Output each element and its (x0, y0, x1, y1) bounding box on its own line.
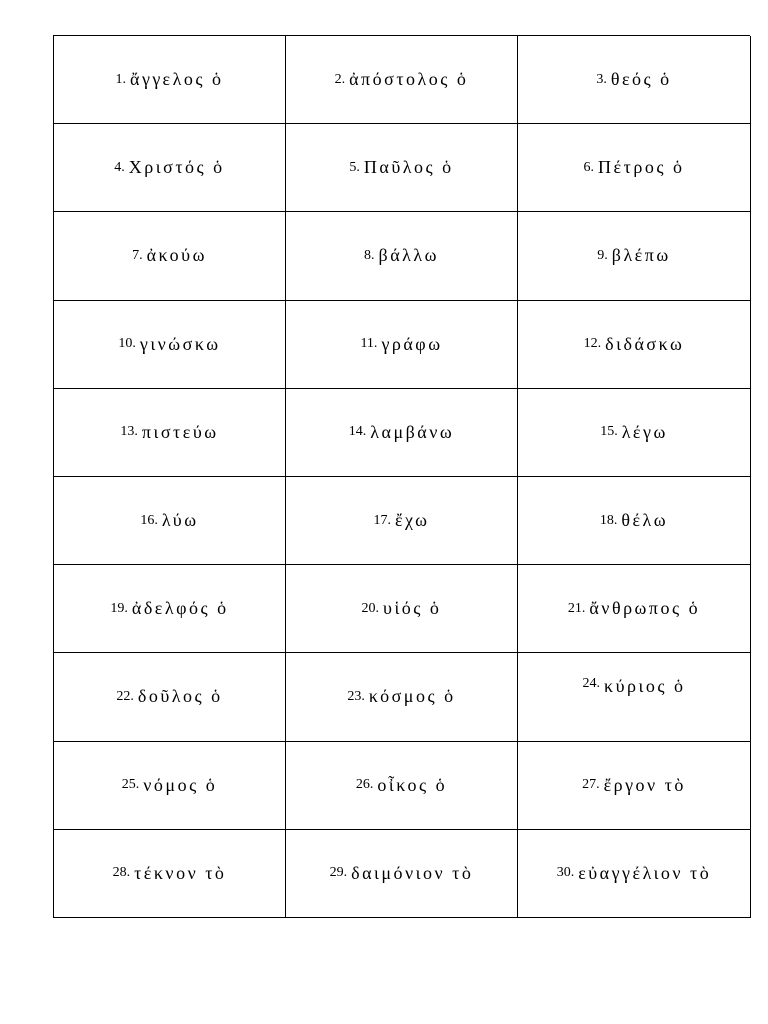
card-word: δαιμόνιον τὸ (351, 862, 474, 883)
card-word: νόμος ὁ (143, 774, 218, 795)
card-word: κύριος ὁ (604, 676, 686, 697)
card-number: 19. (110, 600, 128, 616)
card-word: Παῦλος ὁ (363, 157, 454, 178)
card-number: 14. (348, 424, 367, 440)
card-number: 17. (373, 512, 391, 528)
card-number: 6. (583, 159, 595, 175)
vocab-card (286, 124, 518, 212)
card-number: 16. (140, 512, 158, 528)
vocab-card (286, 653, 518, 741)
card-number: 1. (115, 71, 127, 87)
card-word: γράφω (381, 333, 443, 354)
vocab-card (518, 742, 751, 830)
card-word: διδάσκω (605, 333, 685, 354)
card-word: υἱός ὁ (383, 598, 442, 619)
card-word: ἔχω (395, 510, 430, 531)
card-number: 11. (360, 336, 378, 352)
card-number: 18. (599, 512, 618, 528)
card-word: λαμβάνω (370, 421, 455, 442)
card-number: 4. (114, 159, 125, 175)
vocab-card (54, 565, 286, 653)
vocab-card (286, 477, 518, 565)
card-number: 21. (567, 600, 586, 616)
vocab-card (54, 389, 286, 477)
card-word: Πέτρος ὁ (598, 157, 685, 178)
card-number: 25. (121, 777, 140, 793)
vocab-card (286, 742, 518, 830)
vocab-card (518, 301, 751, 389)
card-number: 13. (120, 424, 138, 440)
vocab-card (286, 389, 518, 477)
card-word: τέκνον τὸ (134, 862, 227, 883)
vocab-card (286, 301, 518, 389)
vocab-card (518, 477, 751, 565)
card-word: ἀκούω (146, 245, 207, 266)
card-word: κόσμος ὁ (368, 686, 456, 707)
card-number: 27. (582, 777, 600, 793)
card-word: βάλλω (378, 245, 439, 266)
card-word: πιστεύω (141, 421, 219, 442)
vocab-card (518, 36, 751, 124)
vocab-card (518, 830, 751, 918)
vocab-card (54, 742, 286, 830)
card-word: θεός ὁ (610, 69, 672, 90)
card-number: 26. (355, 777, 374, 793)
card-number: 23. (347, 688, 365, 704)
card-number: 7. (132, 247, 143, 263)
card-word: λύω (161, 510, 199, 531)
vocab-card (286, 565, 518, 653)
vocab-card (286, 212, 518, 300)
vocab-card (54, 301, 286, 389)
card-word: βλέπω (611, 245, 671, 266)
card-number: 2. (334, 71, 346, 87)
card-word: οἶκος ὁ (377, 774, 448, 795)
card-number: 5. (349, 159, 360, 175)
card-word: λέγω (621, 421, 668, 442)
vocab-card-grid (53, 35, 750, 918)
card-number: 30. (556, 865, 575, 881)
vocab-card (54, 212, 286, 300)
card-number: 24. (582, 676, 601, 692)
card-number: 8. (364, 247, 375, 263)
vocab-card (286, 36, 518, 124)
card-word: θέλω (621, 510, 669, 531)
card-number: 29. (329, 865, 348, 881)
card-word: δοῦλος ὁ (137, 686, 223, 707)
card-number: 20. (361, 600, 380, 616)
vocab-card (54, 36, 286, 124)
card-number: 28. (112, 865, 131, 881)
vocab-card (54, 124, 286, 212)
vocab-card (54, 653, 286, 741)
vocab-card (518, 653, 751, 741)
card-word: εὐαγγέλιον τὸ (578, 862, 712, 883)
card-word: γινώσκω (139, 333, 221, 354)
card-number: 3. (596, 71, 607, 87)
vocab-card (54, 477, 286, 565)
card-word: ἀδελφός ὁ (131, 598, 229, 619)
card-number: 9. (597, 247, 608, 263)
vocab-card (518, 124, 751, 212)
vocab-card (518, 389, 751, 477)
card-number: 15. (600, 424, 618, 440)
card-word: ἄγγελος ὁ (130, 69, 224, 90)
card-number: 10. (118, 336, 136, 352)
card-word: Χριστός ὁ (128, 157, 225, 178)
vocab-card (54, 830, 286, 918)
card-word: ἀπόστολος ὁ (349, 69, 469, 90)
vocab-card (518, 565, 751, 653)
card-word: ἔργον τὸ (603, 774, 686, 795)
card-word: ἄνθρωπος ὁ (589, 598, 701, 619)
card-number: 22. (116, 688, 134, 704)
vocab-card (286, 830, 518, 918)
vocab-card (518, 212, 751, 300)
card-number: 12. (583, 336, 602, 352)
